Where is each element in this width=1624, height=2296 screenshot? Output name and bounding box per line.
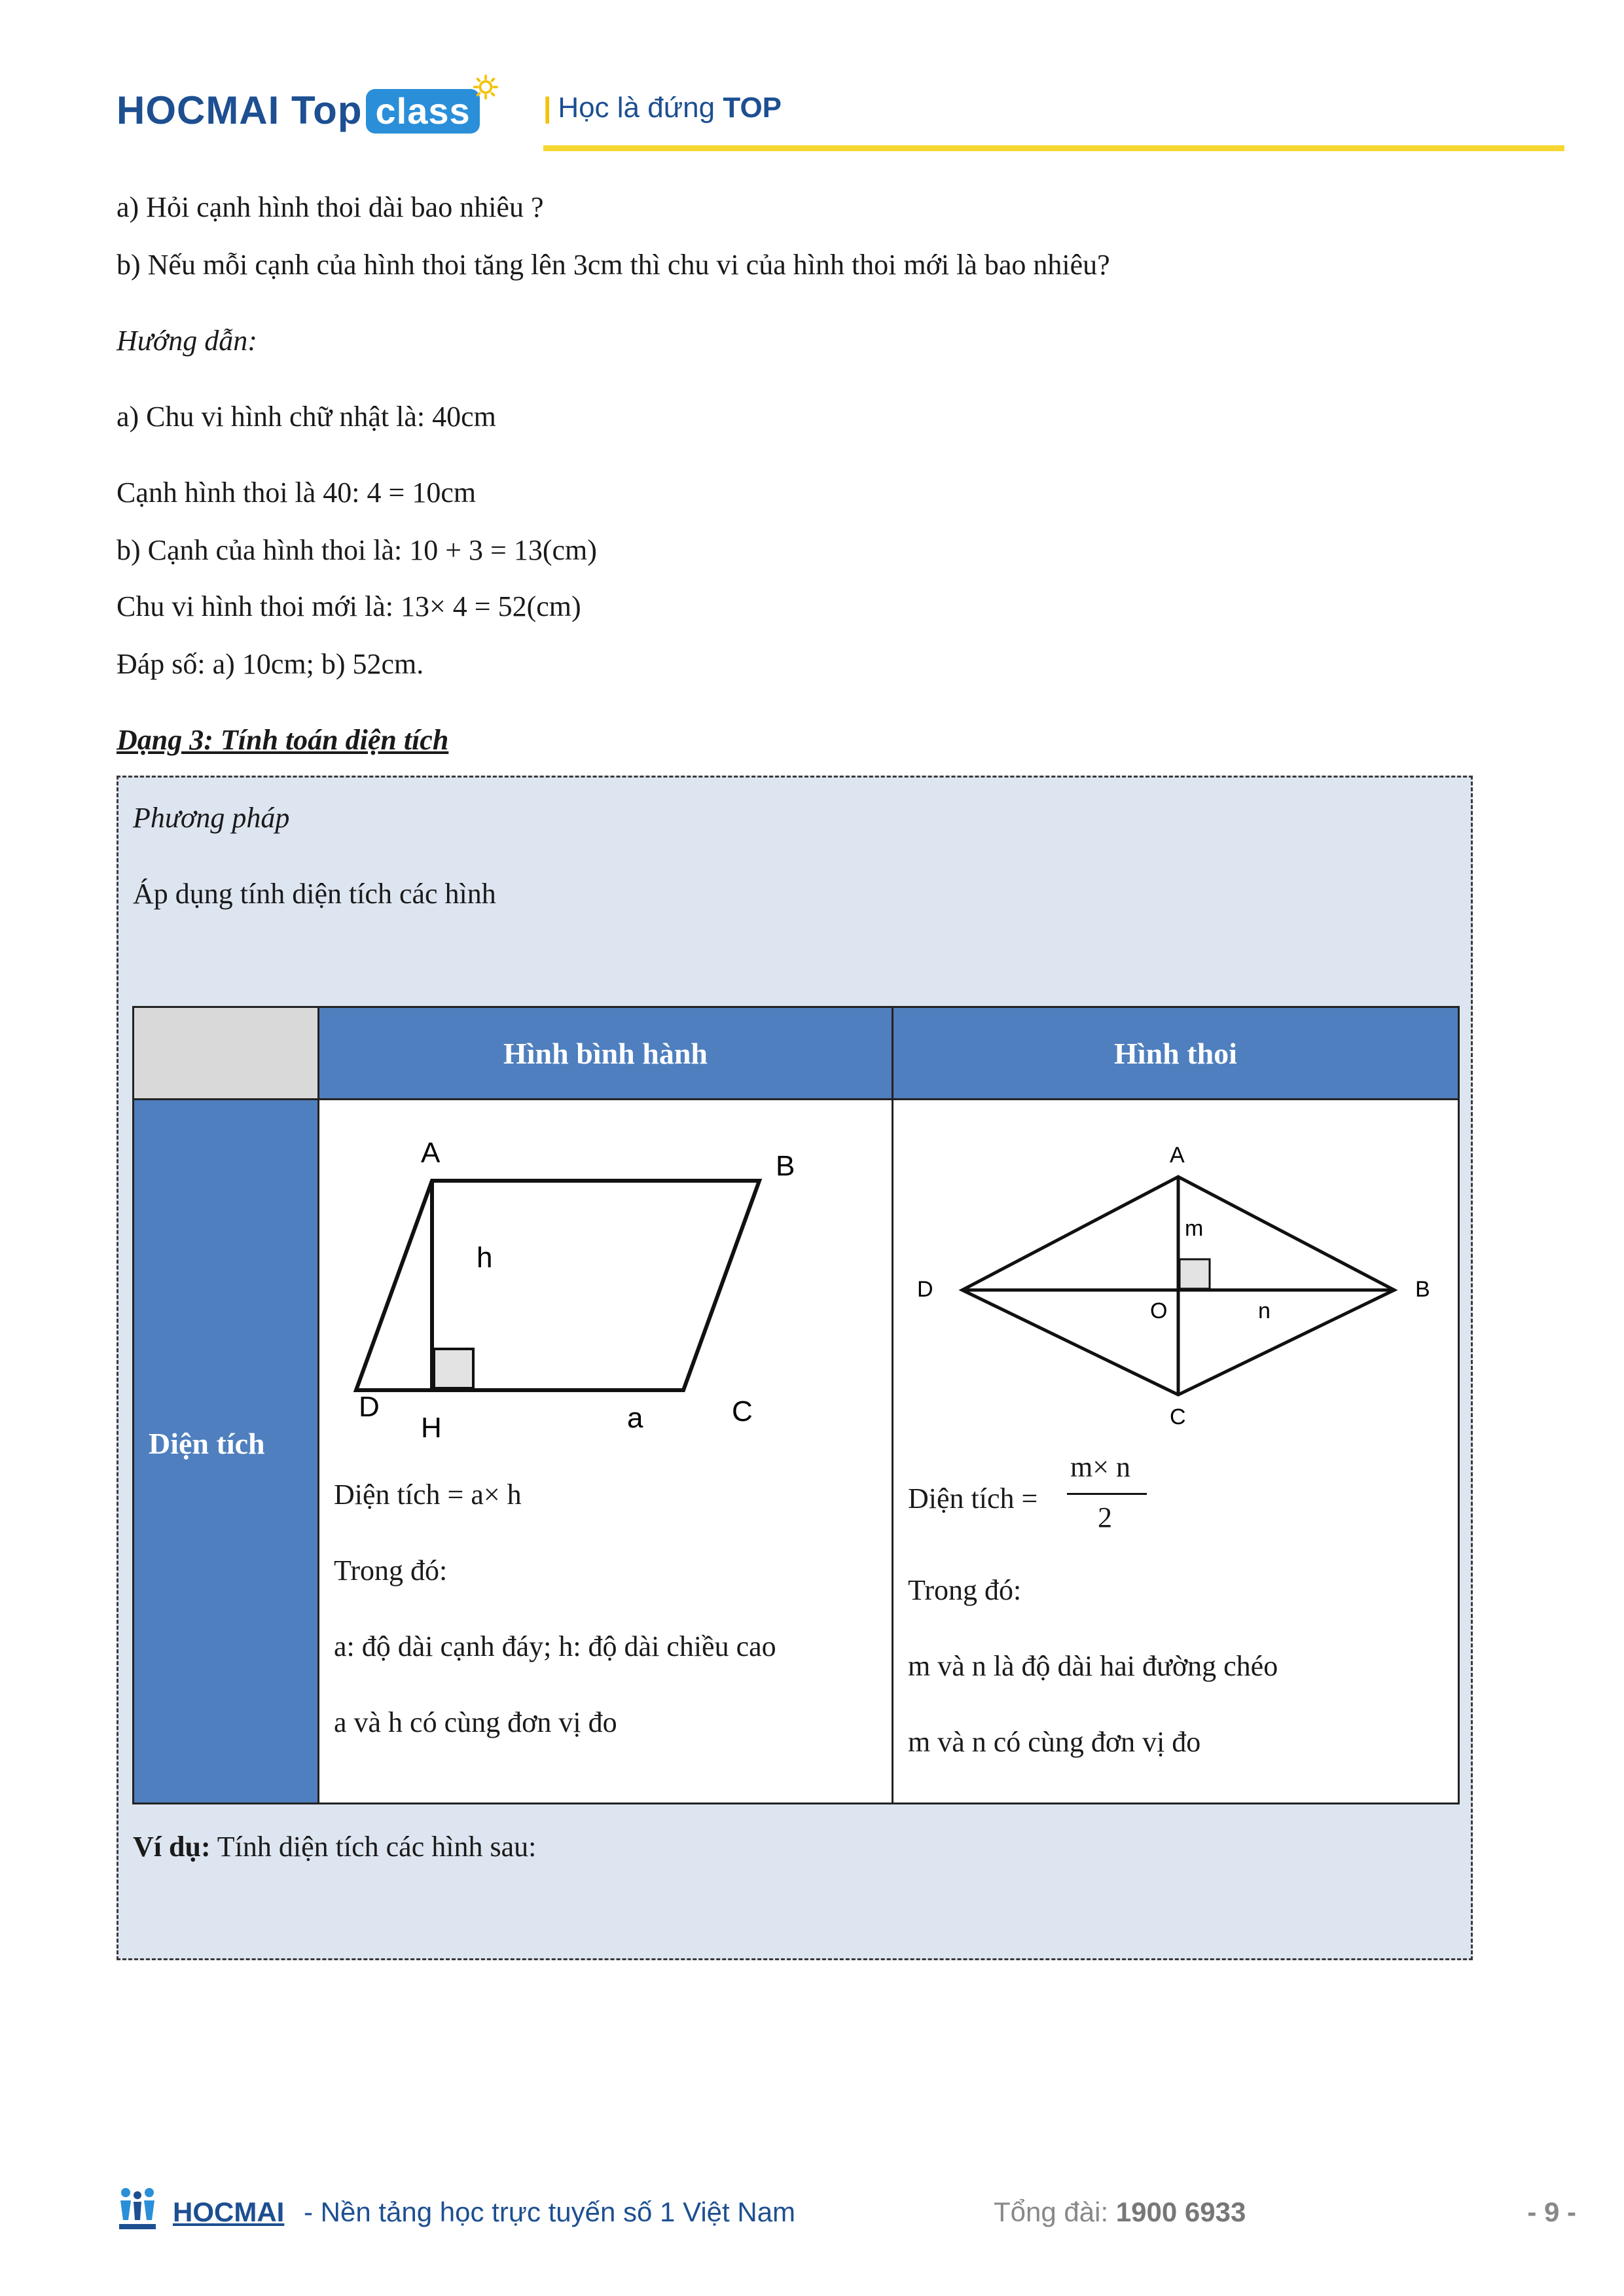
tagline-text: Học là đứng <box>558 92 715 124</box>
label-C: C <box>1170 1405 1186 1429</box>
rhombus-diagram <box>893 1100 1458 1441</box>
logo-text: HOCMAI Top <box>117 88 363 132</box>
rhombus-desc-2: m và n có cùng đơn vị đo <box>908 1726 1201 1758</box>
footer-slogan: - Nền tảng học trực tuyến số 1 Việt Nam <box>304 2197 796 2227</box>
area-formula-table <box>132 1006 1460 1804</box>
footer-brand[interactable]: HOCMAI <box>173 2197 285 2227</box>
solution-line-3: b) Cạnh của hình thoi là: 10 + 3 = 13(cm) <box>117 534 597 566</box>
rhombus-where: Trong đó: <box>908 1574 1022 1606</box>
header-parallelogram: Hình bình hành <box>317 1006 893 1100</box>
fraction-bar <box>1067 1493 1147 1495</box>
rhombus-formula-prefix: Diện tích = <box>908 1482 1038 1515</box>
header-tagline: | Học là đứng TOP <box>543 92 782 124</box>
label-D: D <box>917 1277 933 1302</box>
right-angle-marker <box>434 1349 473 1388</box>
parallelogram-shape <box>356 1181 759 1390</box>
label-B: B <box>1415 1277 1430 1302</box>
question-a: a) Hỏi cạnh hình thoi dài bao nhiêu ? <box>117 191 544 223</box>
section-title: Dạng 3: Tính toán diện tích <box>117 724 449 756</box>
example-line <box>133 1830 536 1863</box>
question-b: b) Nếu mỗi cạnh của hình thoi tăng lên 3cm thì chu vi của hình thoi mới là bao nhiêu? <box>117 249 1110 281</box>
solution-line-2: Cạnh hình thoi là 40: 4 = 10cm <box>117 476 477 509</box>
hotline-label: Tổng đài: <box>994 2197 1109 2227</box>
parallelogram-where: Trong đó: <box>334 1554 448 1587</box>
answer-line: Đáp số: a) 10cm; b) 52cm. <box>117 648 424 680</box>
parallelogram-cell <box>317 1098 893 1804</box>
label-a: a <box>627 1402 643 1434</box>
right-angle-marker <box>1180 1259 1210 1289</box>
page-footer <box>117 2186 1576 2238</box>
table-corner-cell <box>132 1006 319 1100</box>
rhombus-cell <box>892 1098 1460 1804</box>
hocmai-people-icon <box>117 2186 158 2232</box>
header-rhombus: Hình thoi <box>892 1006 1460 1100</box>
label-A: A <box>421 1137 441 1169</box>
header-divider <box>543 145 1564 151</box>
parallelogram-diagram <box>319 1100 892 1441</box>
footer-hotline <box>994 2197 1246 2228</box>
page-header <box>117 72 1563 144</box>
example-text: Tính diện tích các hình sau: <box>210 1831 537 1863</box>
label-h: h <box>477 1242 493 1274</box>
tagline-bold: TOP <box>723 92 782 124</box>
row-label-area <box>132 1098 319 1804</box>
sun-icon <box>473 75 498 99</box>
label-D: D <box>359 1391 380 1423</box>
hocmai-topclass-logo <box>117 88 480 134</box>
rhombus-formula-denominator: 2 <box>1098 1501 1112 1534</box>
label-C: C <box>732 1395 753 1427</box>
label-O: O <box>1150 1299 1168 1323</box>
rhombus-formula-numerator: m× n <box>1070 1451 1131 1483</box>
guide-label: Hướng dẫn: <box>117 325 257 357</box>
label-H: H <box>421 1412 442 1441</box>
row-label-text: Diện tích <box>149 1427 265 1460</box>
label-n: n <box>1258 1299 1271 1323</box>
parallelogram-desc-2: a và h có cùng đơn vị đo <box>334 1706 617 1738</box>
rhombus-desc-1: m và n là độ dài hai đường chéo <box>908 1650 1278 1682</box>
logo-class-badge: class <box>366 89 479 134</box>
label-A: A <box>1170 1143 1185 1168</box>
label-B: B <box>776 1150 795 1182</box>
parallelogram-formula: Diện tích = a× h <box>334 1479 522 1511</box>
method-label: Phương pháp <box>133 802 290 834</box>
solution-line-1: a) Chu vi hình chữ nhật là: 40cm <box>117 401 496 433</box>
label-m: m <box>1185 1216 1204 1241</box>
hotline-number: 1900 6933 <box>1115 2197 1246 2227</box>
parallelogram-desc-1: a: độ dài cạnh đáy; h: độ dài chiều cao <box>334 1630 776 1662</box>
method-intro: Áp dụng tính diện tích các hình <box>133 878 496 910</box>
solution-line-4: Chu vi hình thoi mới là: 13× 4 = 52(cm) <box>117 590 581 622</box>
example-bold: Ví dụ: <box>133 1831 211 1863</box>
page-number: - 9 - <box>1527 2197 1576 2227</box>
